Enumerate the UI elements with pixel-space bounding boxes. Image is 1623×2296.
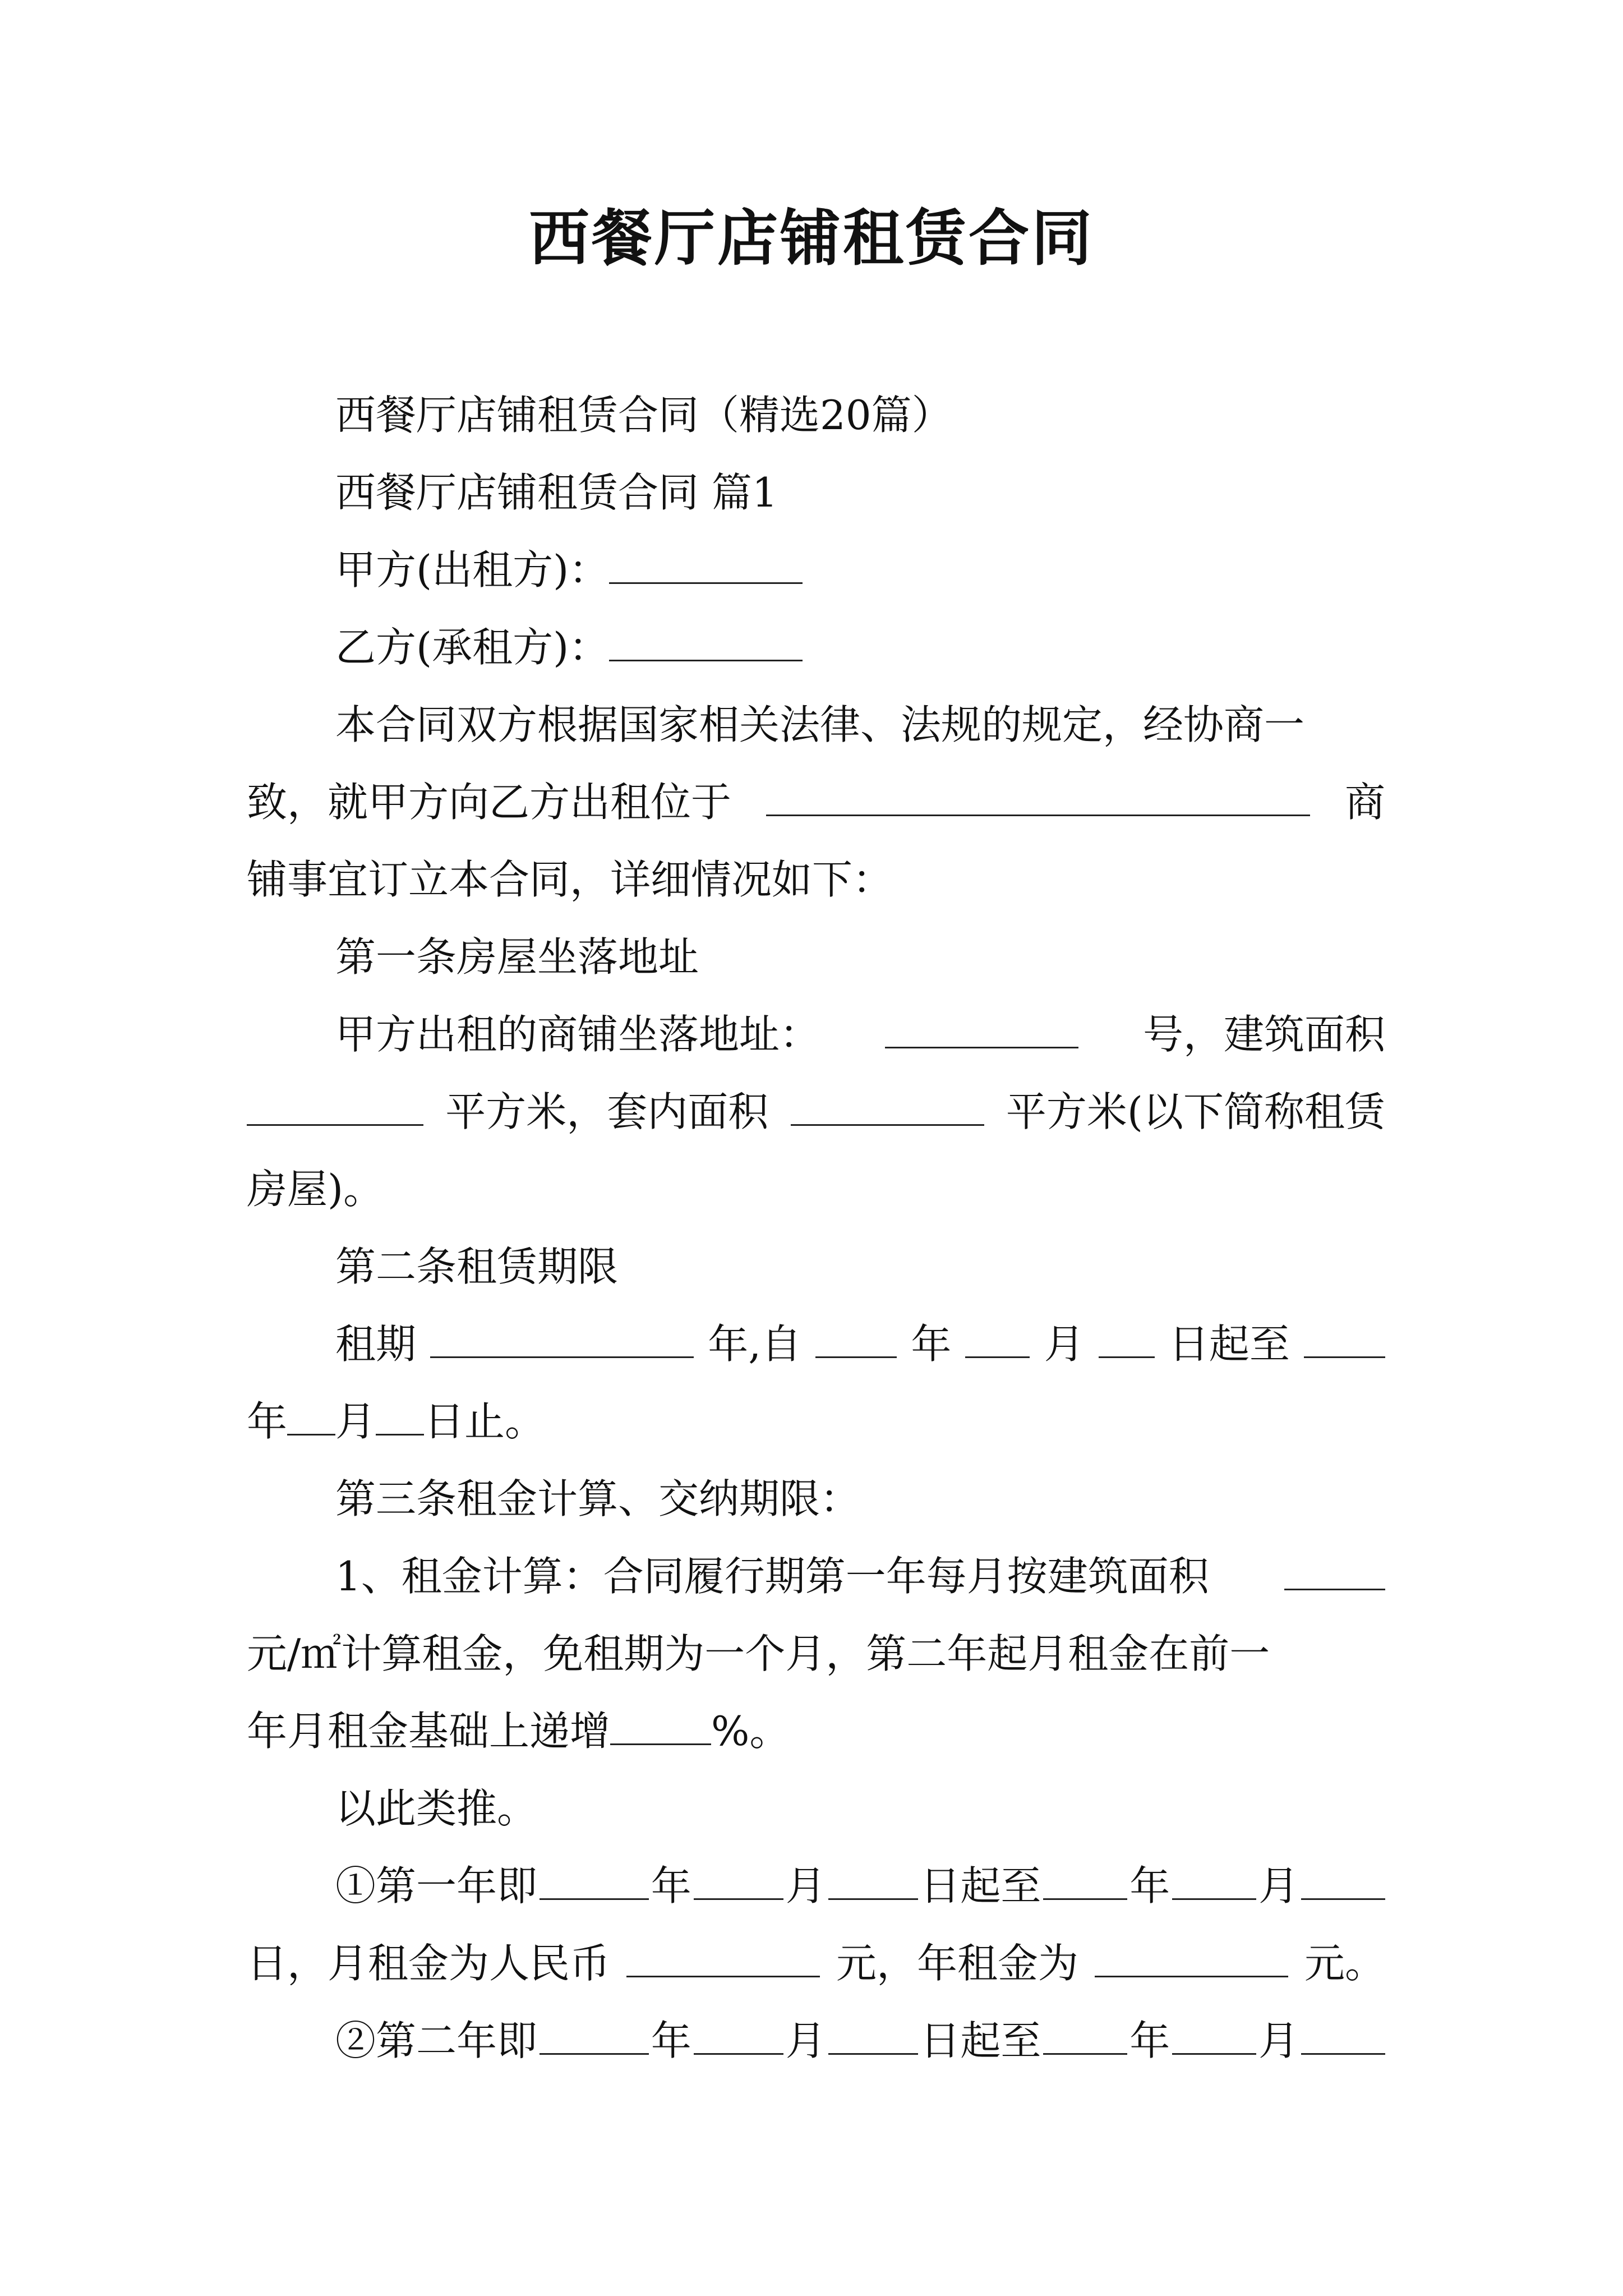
article-3-heading: 第三条租金计算、交纳期限： [335,1475,861,1522]
address-text-1b: 号，建筑面积 [1142,1011,1385,1058]
year-1-text-e: 年 [1129,1862,1170,1910]
address-text-2a: 平方米，套内面积 [445,1088,769,1135]
intro-line-2 [247,774,1385,830]
address-line-1 [335,1006,1385,1062]
end-month-blank [287,1398,335,1435]
term-text-2b: 月 [335,1398,376,1445]
intro-text-2b: 商 [1344,779,1385,826]
year-1-end-year-blank [1043,1863,1127,1900]
inner-area-blank [791,1089,984,1126]
year-2-text-b: 年 [651,2017,691,2064]
year-1-text-b: 年 [651,1862,691,1910]
year-1-text-c: 月 [785,1862,826,1910]
party-a-blank [609,547,803,584]
term-text-1e: 日起至 [1168,1320,1290,1368]
rent-line-3 [247,1703,1385,1759]
year-1-line-2 [247,1935,1385,1991]
year-1-start-month-blank [694,1863,783,1900]
intro-line-1 [335,697,1385,753]
start-day-blank [1099,1321,1155,1358]
article-1-heading: 第一条房屋坐落地址 [335,933,699,981]
year-2-line-1 [335,2013,1385,2069]
year-1-line-1 [335,1858,1385,1914]
address-text-1a: 甲方出租的商铺坐落地址： [335,1011,820,1058]
year-2-start-day-blank [828,2018,918,2055]
year-1-start-year-blank [540,1863,649,1900]
address-line-3: 房屋)。 [247,1166,384,1213]
year-1-text-2b: 元，年租金为 [836,1940,1078,1987]
party-b-line [335,619,1385,675]
year-2-end-day-blank [1301,2018,1385,2055]
end-day-blank [376,1398,424,1435]
building-area-blank [247,1089,423,1126]
year-2-text-f: 月 [1258,2017,1299,2064]
year-1-text-2c: 元。 [1304,1940,1385,1987]
rent-text-3a: 年月租金基础上递增 [247,1708,611,1755]
term-line-1 [335,1316,1385,1372]
start-month-blank [965,1321,1030,1358]
chapter-heading: 西餐厅店铺租赁合同 篇1 [335,469,778,516]
article-2-heading: 第二条租赁期限 [335,1243,619,1290]
term-text-1b: 年,自 [708,1320,802,1368]
year-2-text-c: 月 [785,2017,826,2064]
year-2-text-d: 日起至 [920,2017,1041,2064]
location-blank [766,779,1310,816]
term-text-2c: 日止。 [424,1398,546,1445]
rent-line-2 [247,1626,1385,1682]
party-b-label: 乙方(承租方)： [335,624,610,671]
year-1-annual-rent-blank [1095,1940,1288,1977]
address-line-2 [247,1084,1385,1140]
term-text-1d: 月 [1044,1320,1085,1368]
term-line-2 [247,1393,1385,1450]
rent-text-3b: %。 [711,1708,790,1755]
increase-rate-blank [610,1708,711,1745]
year-2-end-month-blank [1172,2018,1256,2055]
year-2-end-year-blank [1043,2018,1127,2055]
end-year-blank [1304,1321,1385,1358]
year-1-text-2a: 日，月租金为人民币 [247,1940,611,1987]
year-2-text-a: ②第二年即 [335,2017,538,2064]
address-text-2b: 平方米(以下简称租赁 [1006,1088,1385,1135]
year-2-text-e: 年 [1129,2017,1170,2064]
intro-line-3: 铺事宜订立本合同，详细情况如下： [247,856,893,903]
unit-price-blank [1284,1553,1385,1590]
year-2-start-year-blank [540,2018,649,2055]
document-subtitle: 西餐厅店铺租赁合同（精选20篇） [335,392,952,439]
intro-text-1: 本合同双方根据国家相关法律、法规的规定，经协商一 [335,701,1305,748]
term-years-blank [430,1321,694,1358]
rent-text-2: 元/㎡计算租金，免租期为一个月，第二年起月租金在前一 [247,1630,1270,1677]
year-2-start-month-blank [694,2018,783,2055]
year-1-monthly-rent-blank [626,1940,820,1977]
term-text-1c: 年 [911,1320,952,1368]
party-a-label: 甲方(出租方)： [335,546,610,593]
year-1-end-month-blank [1172,1863,1256,1900]
year-1-text-f: 月 [1258,1862,1299,1910]
document-title: 西餐厅店铺租赁合同 [528,203,1094,274]
term-text-1a: 租期 [335,1320,417,1368]
year-1-text-a: ①第一年即 [335,1862,538,1910]
party-a-line [335,542,1385,598]
year-1-end-day-blank [1301,1863,1385,1900]
rent-text-1: 1、租金计算：合同履行期第一年每月按建筑面积 [335,1553,1209,1600]
rent-line-1 [335,1548,1385,1604]
intro-text-2a: 致，就甲方向乙方出租位于 [247,779,732,826]
year-1-start-day-blank [828,1863,918,1900]
year-1-text-d: 日起至 [920,1862,1041,1910]
rent-line-4: 以此类推。 [335,1785,538,1832]
start-year-blank [815,1321,897,1358]
term-text-2a: 年 [247,1398,288,1445]
party-b-blank [609,624,803,661]
street-number-blank [885,1011,1078,1048]
